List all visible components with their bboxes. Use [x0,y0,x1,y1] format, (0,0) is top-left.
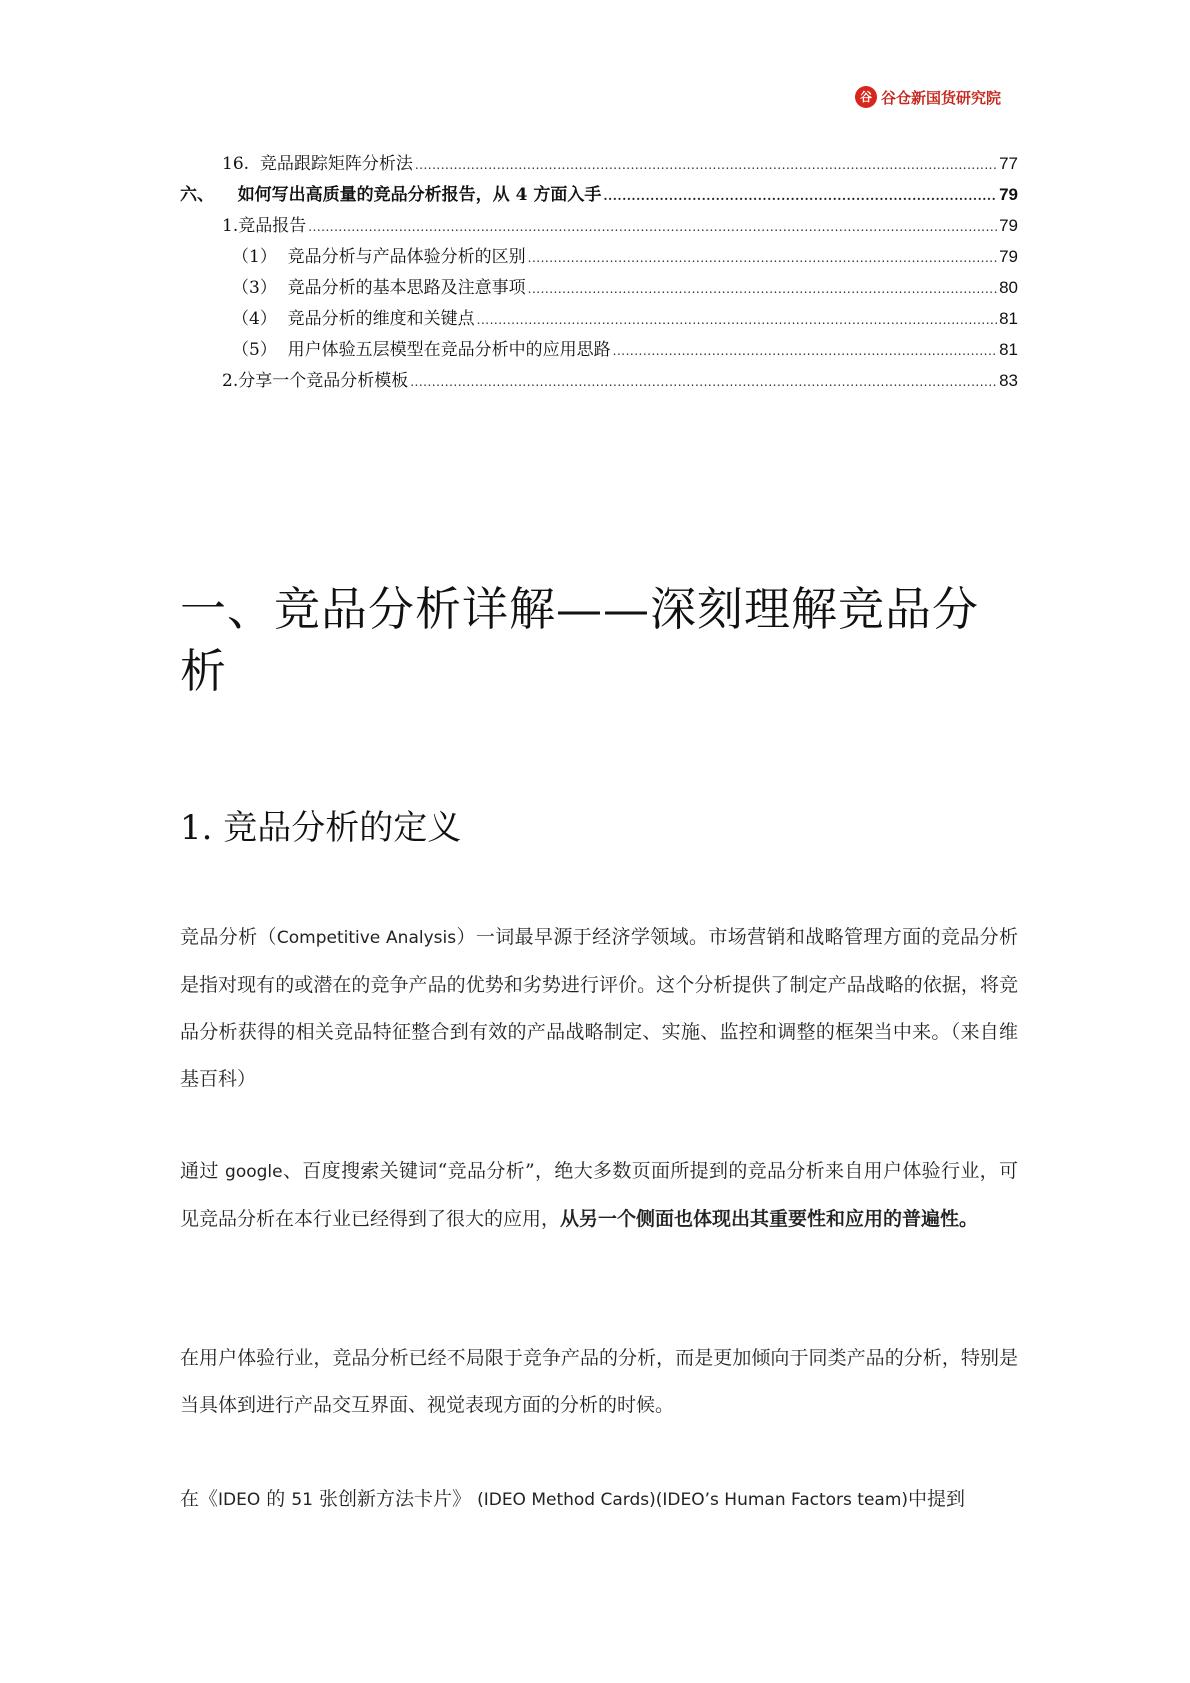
toc-entry-title: 竞品分析的基本思路及注意事项 [287,278,526,298]
toc-entry[interactable] [180,241,1018,272]
toc-entry-number: 六、 [180,185,238,205]
toc-entry-page: 77 [999,154,1018,173]
paragraph-ux-industry: 在用户体验行业，竞品分析已经不局限于竞争产品的分析，而是更加倾向于同类产品的分析，特别是当具体到进行产品交互界面、视觉表现方面的分析的时候。 [180,1347,1018,1416]
toc-leader-dots [528,274,997,305]
toc-entry-title: 用户体验五层模型在竞品分析中的应用思路 [287,340,611,360]
brand-logo-icon: 谷 [855,86,877,108]
toc-entry-title: 如何写出高质量的竞品分析报告，从 4 方面入手 [237,185,602,205]
toc-entry[interactable] [180,148,1018,179]
brand-name: 谷仓新国货研究院 [881,88,1002,107]
toc-entry-number: （3） [232,278,288,298]
toc-leader-dots [613,336,997,367]
toc-entry[interactable] [180,303,1018,334]
toc-entry[interactable] [180,210,1018,241]
toc-leader-dots [603,181,997,212]
toc-entry-title: 2.分享一个竞品分析模板 [222,371,409,391]
toc-entry-title: 竞品跟踪矩阵分析法 [259,154,413,174]
toc-entry-page: 80 [999,278,1018,297]
toc-entry-title: 竞品分析的维度和关键点 [287,309,475,329]
toc-entry[interactable] [180,334,1018,365]
toc-entry-number: （5） [232,340,288,360]
toc-leader-dots [477,305,997,336]
toc-entry-number: 16. [222,154,260,174]
toc-entry-title: 竞品分析与产品体验分析的区别 [287,247,526,267]
toc-leader-dots [410,367,997,398]
section-title: 一、竞品分析详解——深刻理解竞品分析 [180,582,979,698]
toc-entry-page: 81 [999,340,1018,359]
toc-entry-page: 79 [999,185,1018,204]
toc-entry-title: 1.竞品报告 [222,216,307,236]
toc-entry-page: 83 [999,371,1018,390]
toc-entry-number: （1） [232,247,288,267]
paragraph-search: 通过 google、百度搜索关键词“竞品分析”，绝大多数页面所提到的竞品分析来自用户体验行业，可见竞品分析在本行业已经得到了很大的应用，从另一个侧面也体现出其重要性和应用的普遍性。 [180,1160,1018,1230]
subsection-title: 1. 竞品分析的定义 [180,808,462,848]
paragraph-ideo: 在《IDEO 的 51 张创新方法卡片》 (IDEO Method Cards)(IDEO’s Human Factors team)中提到 [180,1488,966,1510]
paragraph-definition: 竞品分析（Competitive Analysis）一词最早源于经济学领域。市场营销和战略管理方面的竞品分析是指对现有的或潜在的竞争产品的优势和劣势进行评价。这个分析提供了制定产品战略的依据，将竞品分析获得的相关竞品特征整合到有效的产品战略制定、实施、监控和调整的框架当中来。（来自维基百科） [180,926,1018,1090]
emphasis-text: 从另一个侧面也体现出其重要性和应用的普遍性。 [560,1208,979,1230]
toc-entry[interactable] [180,365,1018,396]
toc-leader-dots [415,150,997,181]
table-of-contents [180,148,1018,396]
toc-leader-dots [528,243,997,274]
toc-entry-page: 79 [999,247,1018,266]
toc-leader-dots [308,212,997,243]
toc-entry-page: 81 [999,309,1018,328]
brand-logo [855,86,1001,108]
toc-entry-page: 79 [999,216,1018,235]
toc-entry-number: （4） [232,309,288,329]
toc-entry[interactable] [180,179,1018,210]
toc-entry[interactable] [180,272,1018,303]
